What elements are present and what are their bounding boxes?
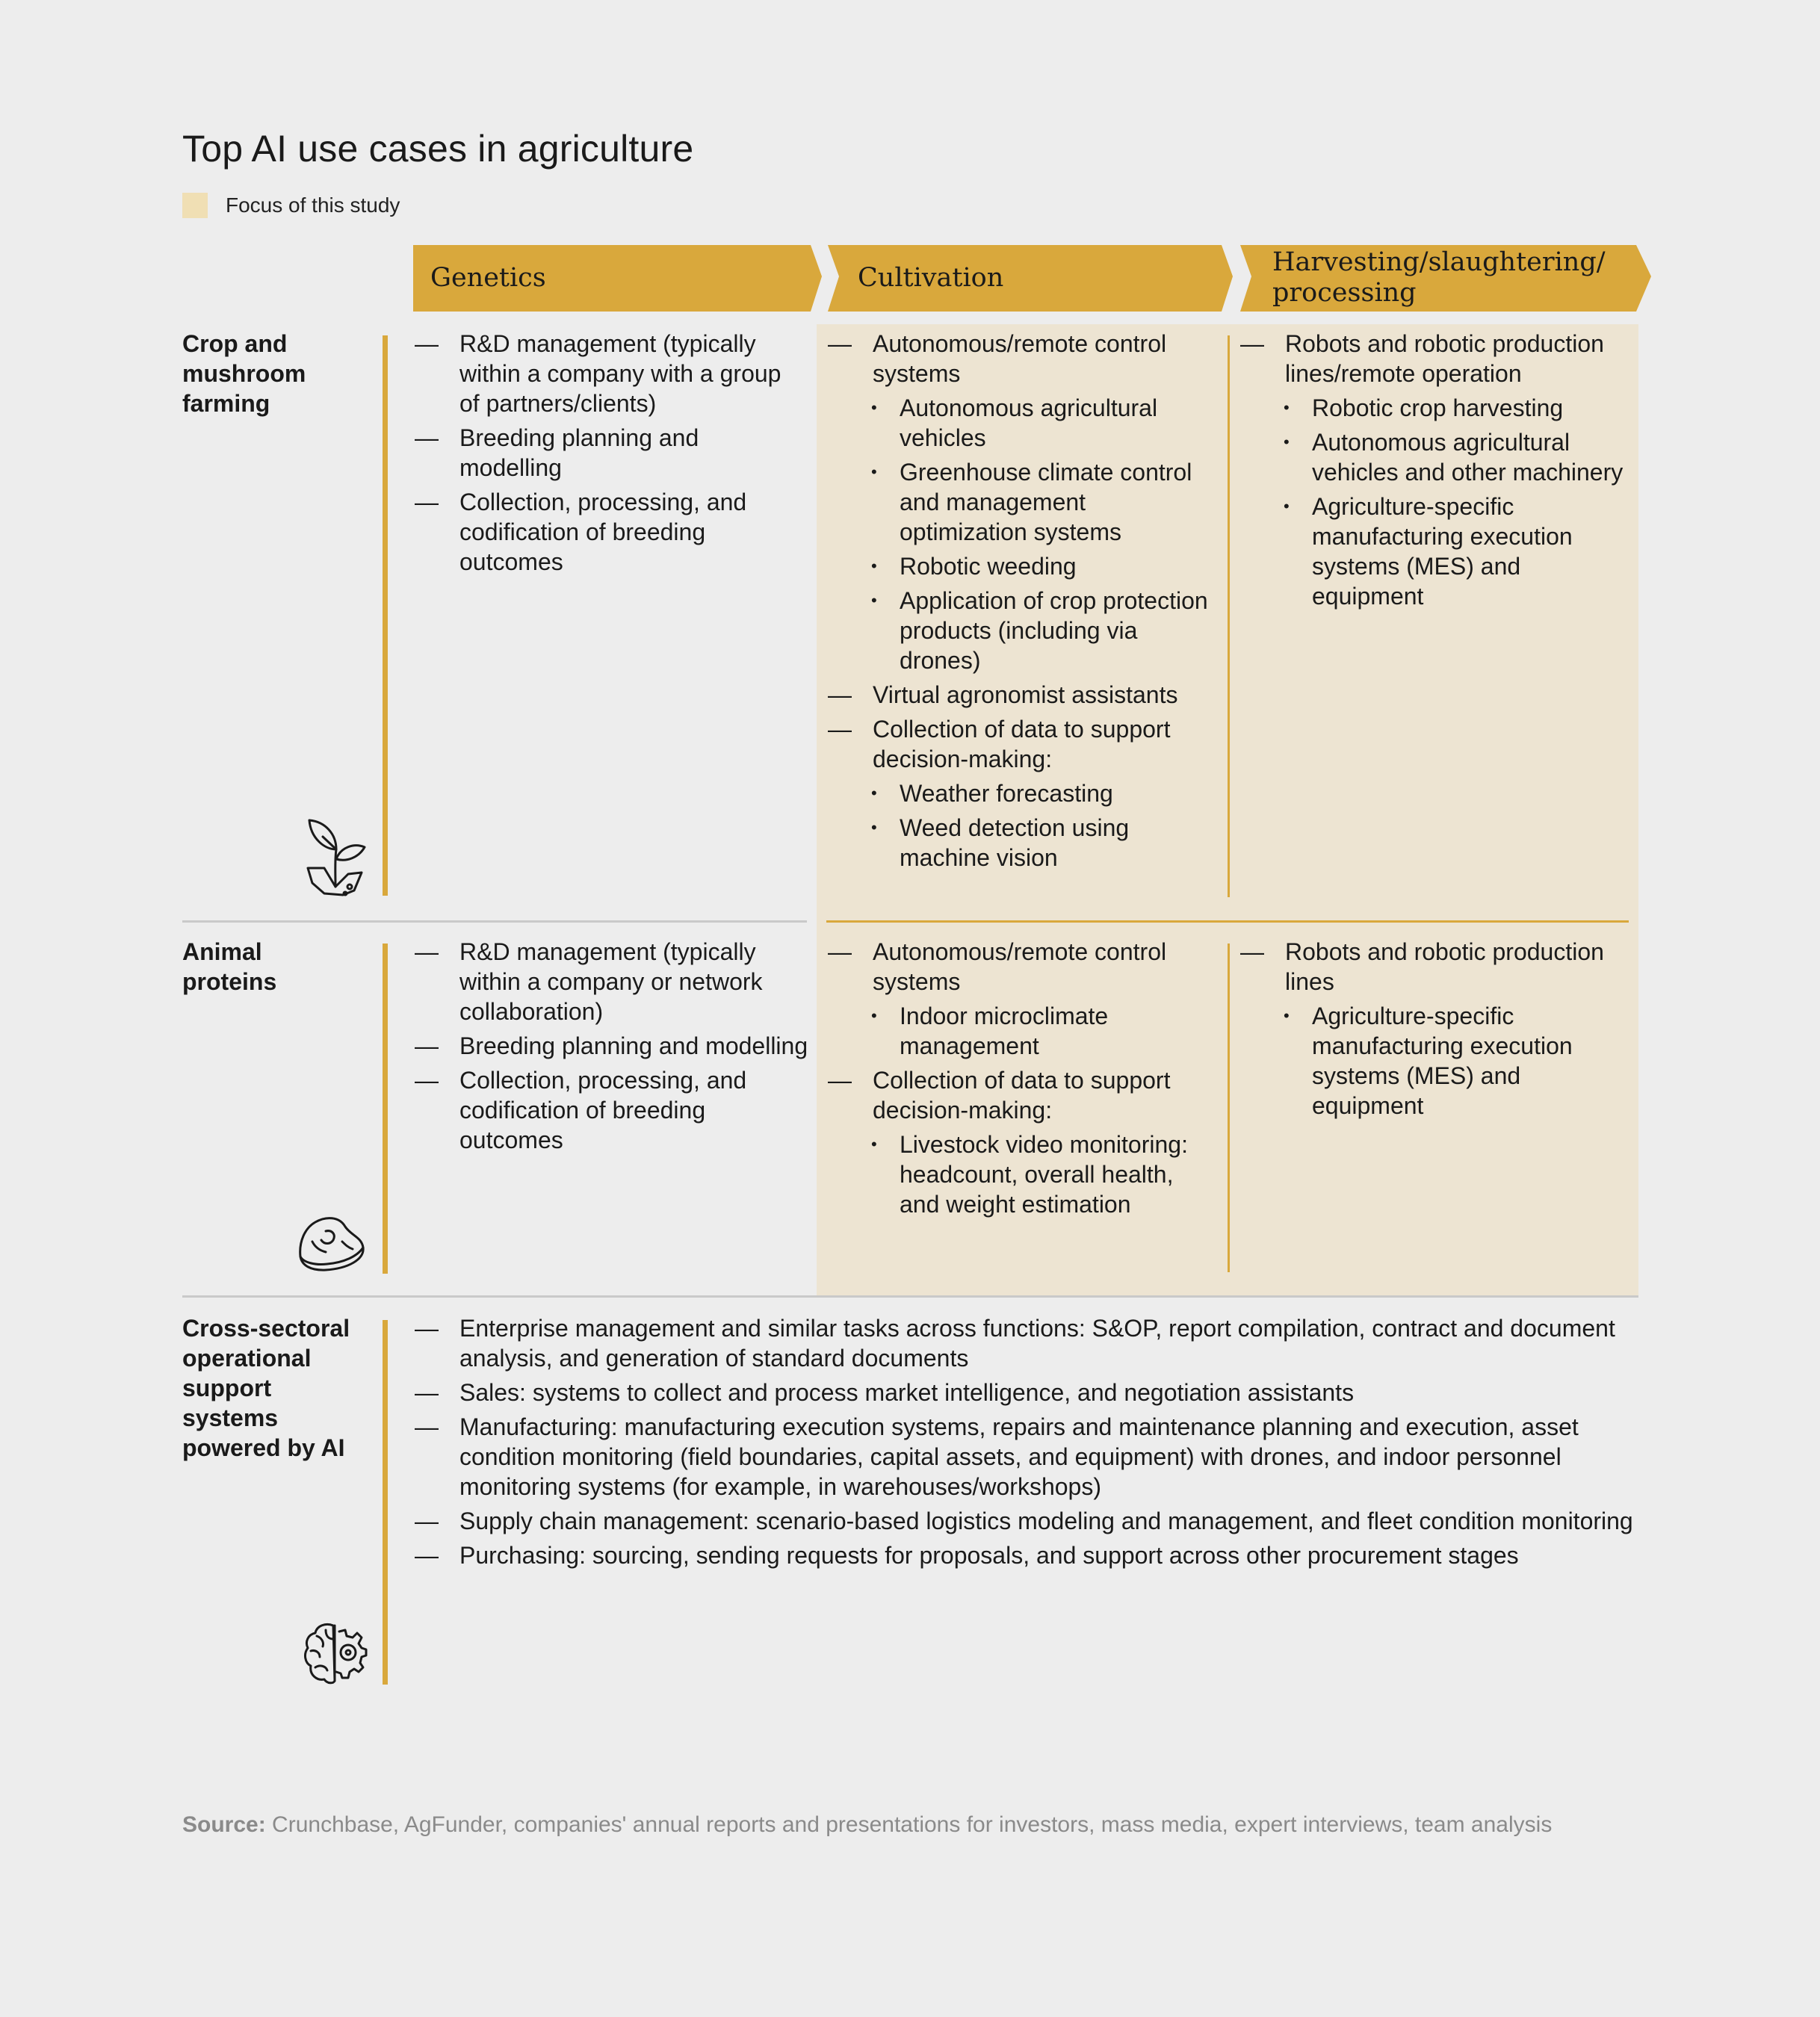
list-item: — Breeding planning and modelling [415,423,803,483]
list-item: — Collection, processing, and codification of breeding outcomes [415,1065,811,1155]
sprout-icon [302,816,369,898]
sub-list-item: • Livestock video monitoring: headcount, overall health, and weight estimation [828,1130,1216,1219]
source-note [182,1809,1639,1841]
cell-animal-cultivation [828,937,1216,1224]
cell-animal-genetics [415,937,811,1159]
list-item: — Collection of data to support decision-making: [828,1065,1216,1125]
list-item: — Supply chain management: scenario-based logistics modeling and management, and fleet condition monitoring [415,1506,1640,1536]
brain-gear-icon [303,1621,368,1685]
row-label-animal: Animal proteins [182,938,277,995]
sub-list-item: • Weed detection using machine vision [828,813,1216,873]
sub-list-item: • Autonomous agricultural vehicles [828,393,1216,453]
stage-harvesting-label-line1: Harvesting/slaughtering/ [1272,247,1606,277]
list-item: — R&D management (typically within a company with a group of partners/clients) [415,329,803,418]
sub-list-item: • Agriculture-specific manufacturing execution systems (MES) and equipment [1240,492,1629,611]
row-divider-focus [826,920,1629,923]
sub-list-item: • Greenhouse climate control and management optimization systems [828,457,1216,547]
sub-list-item: • Robotic crop harvesting [1240,393,1629,423]
stage-harvesting-label [1272,247,1606,309]
row-label-crop: Crop and mushroom farming [182,330,306,417]
list-item: — Breeding planning and modelling [415,1031,811,1061]
cell-crop-cultivation [828,329,1216,877]
row-label-cross: Cross-sectoral operational support systems powered by AI [182,1315,350,1461]
source-label: Source: [182,1812,266,1837]
row-bar-cross [383,1320,388,1685]
list-item: — Purchasing: sourcing, sending requests for proposals, and support across other procurement stages [415,1540,1640,1570]
list-item: — Autonomous/remote control systems [828,329,1216,388]
steak-icon [296,1212,366,1274]
list-item: — Virtual agronomist assistants [828,680,1216,710]
row-divider [182,1295,1638,1298]
source-text: Crunchbase, AgFunder, companies' annual reports and presentations for investors, mass media, expert interviews, team analysis [272,1812,1553,1837]
list-item: — Sales: systems to collect and process market intelligence, and negotiation assistants [415,1378,1640,1407]
stage-cultivation-label: Cultivation [858,263,1004,293]
legend-swatch [182,193,208,218]
column-divider [1228,335,1230,897]
legend-label: Focus of this study [226,193,400,217]
cell-animal-harvesting [1240,937,1629,1125]
stage-harvesting-label-line2: processing [1272,278,1417,308]
sub-list-item: • Agriculture-specific manufacturing execution systems (MES) and equipment [1240,1001,1629,1121]
list-item: — R&D management (typically within a company or network collaboration) [415,937,811,1026]
stage-genetics-label: Genetics [430,263,546,293]
list-item: — Enterprise management and similar tasks across functions: S&OP, report compilation, contract and document analysis, and generation of standard documents [415,1313,1640,1373]
list-item: — Autonomous/remote control systems [828,937,1216,997]
list-item: — Collection of data to support decision-making: [828,714,1216,774]
row-bar-crop [383,335,388,896]
row-bar-animal [383,944,388,1274]
sub-list-item: • Weather forecasting [828,778,1216,808]
cell-crop-genetics [415,329,803,581]
list-item: — Robots and robotic production lines [1240,937,1629,997]
list-item: — Collection, processing, and codification of breeding outcomes [415,487,803,577]
cell-cross-items [415,1313,1640,1575]
sub-list-item: • Application of crop protection products (including via drones) [828,586,1216,675]
cell-crop-harvesting [1240,329,1629,616]
column-divider [1228,944,1230,1272]
list-item: — Manufacturing: manufacturing execution systems, repairs and maintenance planning and execution, asset condition monitoring (field boundaries, capital assets, and equipment) with drones, and indoor personnel monitoring systems (for example, in warehouses/workshops) [415,1412,1640,1502]
sub-list-item: • Robotic weeding [828,551,1216,581]
page-title: Top AI use cases in agriculture [182,128,694,170]
list-item: — Robots and robotic production lines/remote operation [1240,329,1629,388]
sub-list-item: • Indoor microclimate management [828,1001,1216,1061]
row-divider [182,920,807,923]
sub-list-item: • Autonomous agricultural vehicles and other machinery [1240,427,1629,487]
